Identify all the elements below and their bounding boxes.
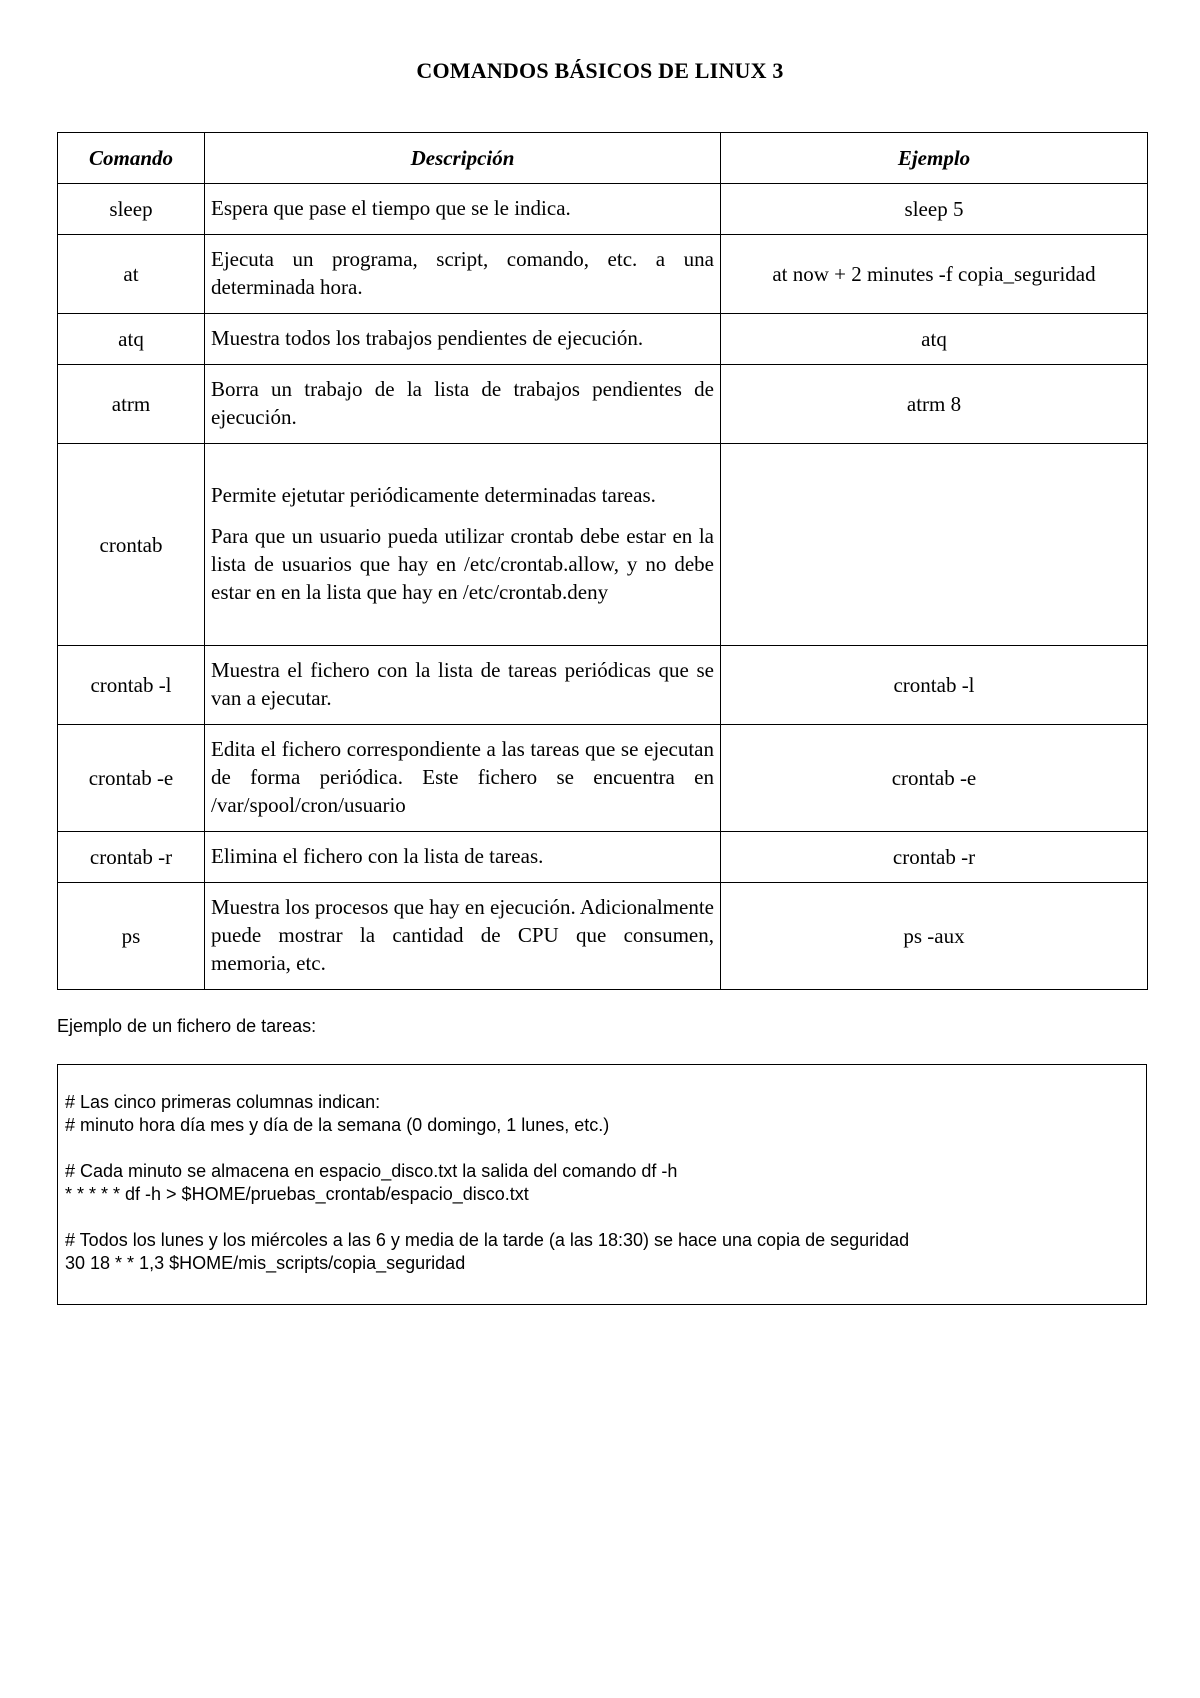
table-row (58, 832, 1148, 883)
command-cell: crontab -l (58, 646, 205, 725)
table-row (58, 646, 1148, 725)
header-ejemplo: Ejemplo (721, 133, 1148, 184)
example-cell: ps -aux (721, 883, 1148, 990)
example-cell: atq (721, 314, 1148, 365)
code-line: * * * * * df -h > $HOME/pruebas_crontab/espacio_disco.txt (65, 1184, 529, 1204)
header-comando: Comando (58, 133, 205, 184)
table-row (58, 883, 1148, 990)
code-line (65, 1206, 1140, 1229)
header-descripcion: Descripción (205, 133, 721, 184)
table-row (58, 184, 1148, 235)
code-line: # minuto hora día mes y día de la semana (0 domingo, 1 lunes, etc.) (65, 1115, 610, 1135)
example-cell: crontab -e (721, 725, 1148, 832)
example-caption: Ejemplo de un fichero de tareas: (57, 1016, 317, 1036)
description-paragraph: Muestra el fichero con la lista de tareas periódicas que se van a ejecutar. (211, 658, 714, 710)
description-paragraph: Borra un trabajo de la lista de trabajos pendientes de ejecución. (211, 377, 714, 429)
description-cell (205, 444, 721, 646)
description-paragraph: Espera que pase el tiempo que se le indica. (211, 196, 571, 220)
crontab-example-box (57, 1064, 1147, 1305)
example-cell: crontab -r (721, 832, 1148, 883)
table-row (58, 444, 1148, 646)
command-cell: sleep (58, 184, 205, 235)
example-cell (721, 444, 1148, 646)
description-paragraph: Muestra los procesos que hay en ejecución. Adicionalmente puede mostrar la cantidad de CPU que consumen, memoria, etc. (211, 895, 714, 975)
code-line: 30 18 * * 1,3 $HOME/mis_scripts/copia_seguridad (65, 1253, 466, 1273)
commands-table (57, 132, 1148, 990)
example-cell: atrm 8 (721, 365, 1148, 444)
command-cell: atq (58, 314, 205, 365)
page-title: COMANDOS BÁSICOS DE LINUX 3 (416, 58, 784, 83)
description-cell (205, 365, 721, 444)
code-line: # Las cinco primeras columnas indican: (65, 1092, 381, 1112)
table-header-row (58, 133, 1148, 184)
description-paragraph: Para que un usuario pueda utilizar crontab debe estar en la lista de usuarios que hay en /etc/crontab.allow, y no debe estar en en la lista que hay en /etc/crontab.deny (211, 524, 714, 604)
table-row (58, 365, 1148, 444)
table-row (58, 725, 1148, 832)
description-cell (205, 184, 721, 235)
example-cell: sleep 5 (721, 184, 1148, 235)
code-line: # Todos los lunes y los miércoles a las 6 y media de la tarde (a las 18:30) se hace una copia de seguridad (65, 1230, 910, 1250)
description-paragraph: Ejecuta un programa, script, comando, etc. a una determinada hora. (211, 247, 714, 299)
description-paragraph: Permite ejetutar periódicamente determinadas tareas. (211, 483, 656, 507)
example-cell: crontab -l (721, 646, 1148, 725)
description-cell (205, 314, 721, 365)
code-line (65, 1137, 1140, 1160)
command-cell: ps (58, 883, 205, 990)
description-cell (205, 725, 721, 832)
description-cell (205, 883, 721, 990)
description-cell (205, 832, 721, 883)
command-cell: crontab (58, 444, 205, 646)
description-cell (205, 646, 721, 725)
description-paragraph: Elimina el fichero con la lista de tareas. (211, 844, 544, 868)
command-cell: at (58, 235, 205, 314)
command-cell: crontab -r (58, 832, 205, 883)
description-paragraph: Edita el fichero correspondiente a las tareas que se ejecutan de forma periódica. Este fichero se encuentra en /var/spool/cron/usuario (211, 737, 714, 817)
description-cell (205, 235, 721, 314)
table-row (58, 314, 1148, 365)
example-cell: at now + 2 minutes -f copia_seguridad (721, 235, 1148, 314)
command-cell: crontab -e (58, 725, 205, 832)
command-cell: atrm (58, 365, 205, 444)
table-body (58, 184, 1148, 990)
code-line: # Cada minuto se almacena en espacio_disco.txt la salida del comando df -h (65, 1161, 678, 1181)
table-row (58, 235, 1148, 314)
description-paragraph: Muestra todos los trabajos pendientes de ejecución. (211, 326, 644, 350)
